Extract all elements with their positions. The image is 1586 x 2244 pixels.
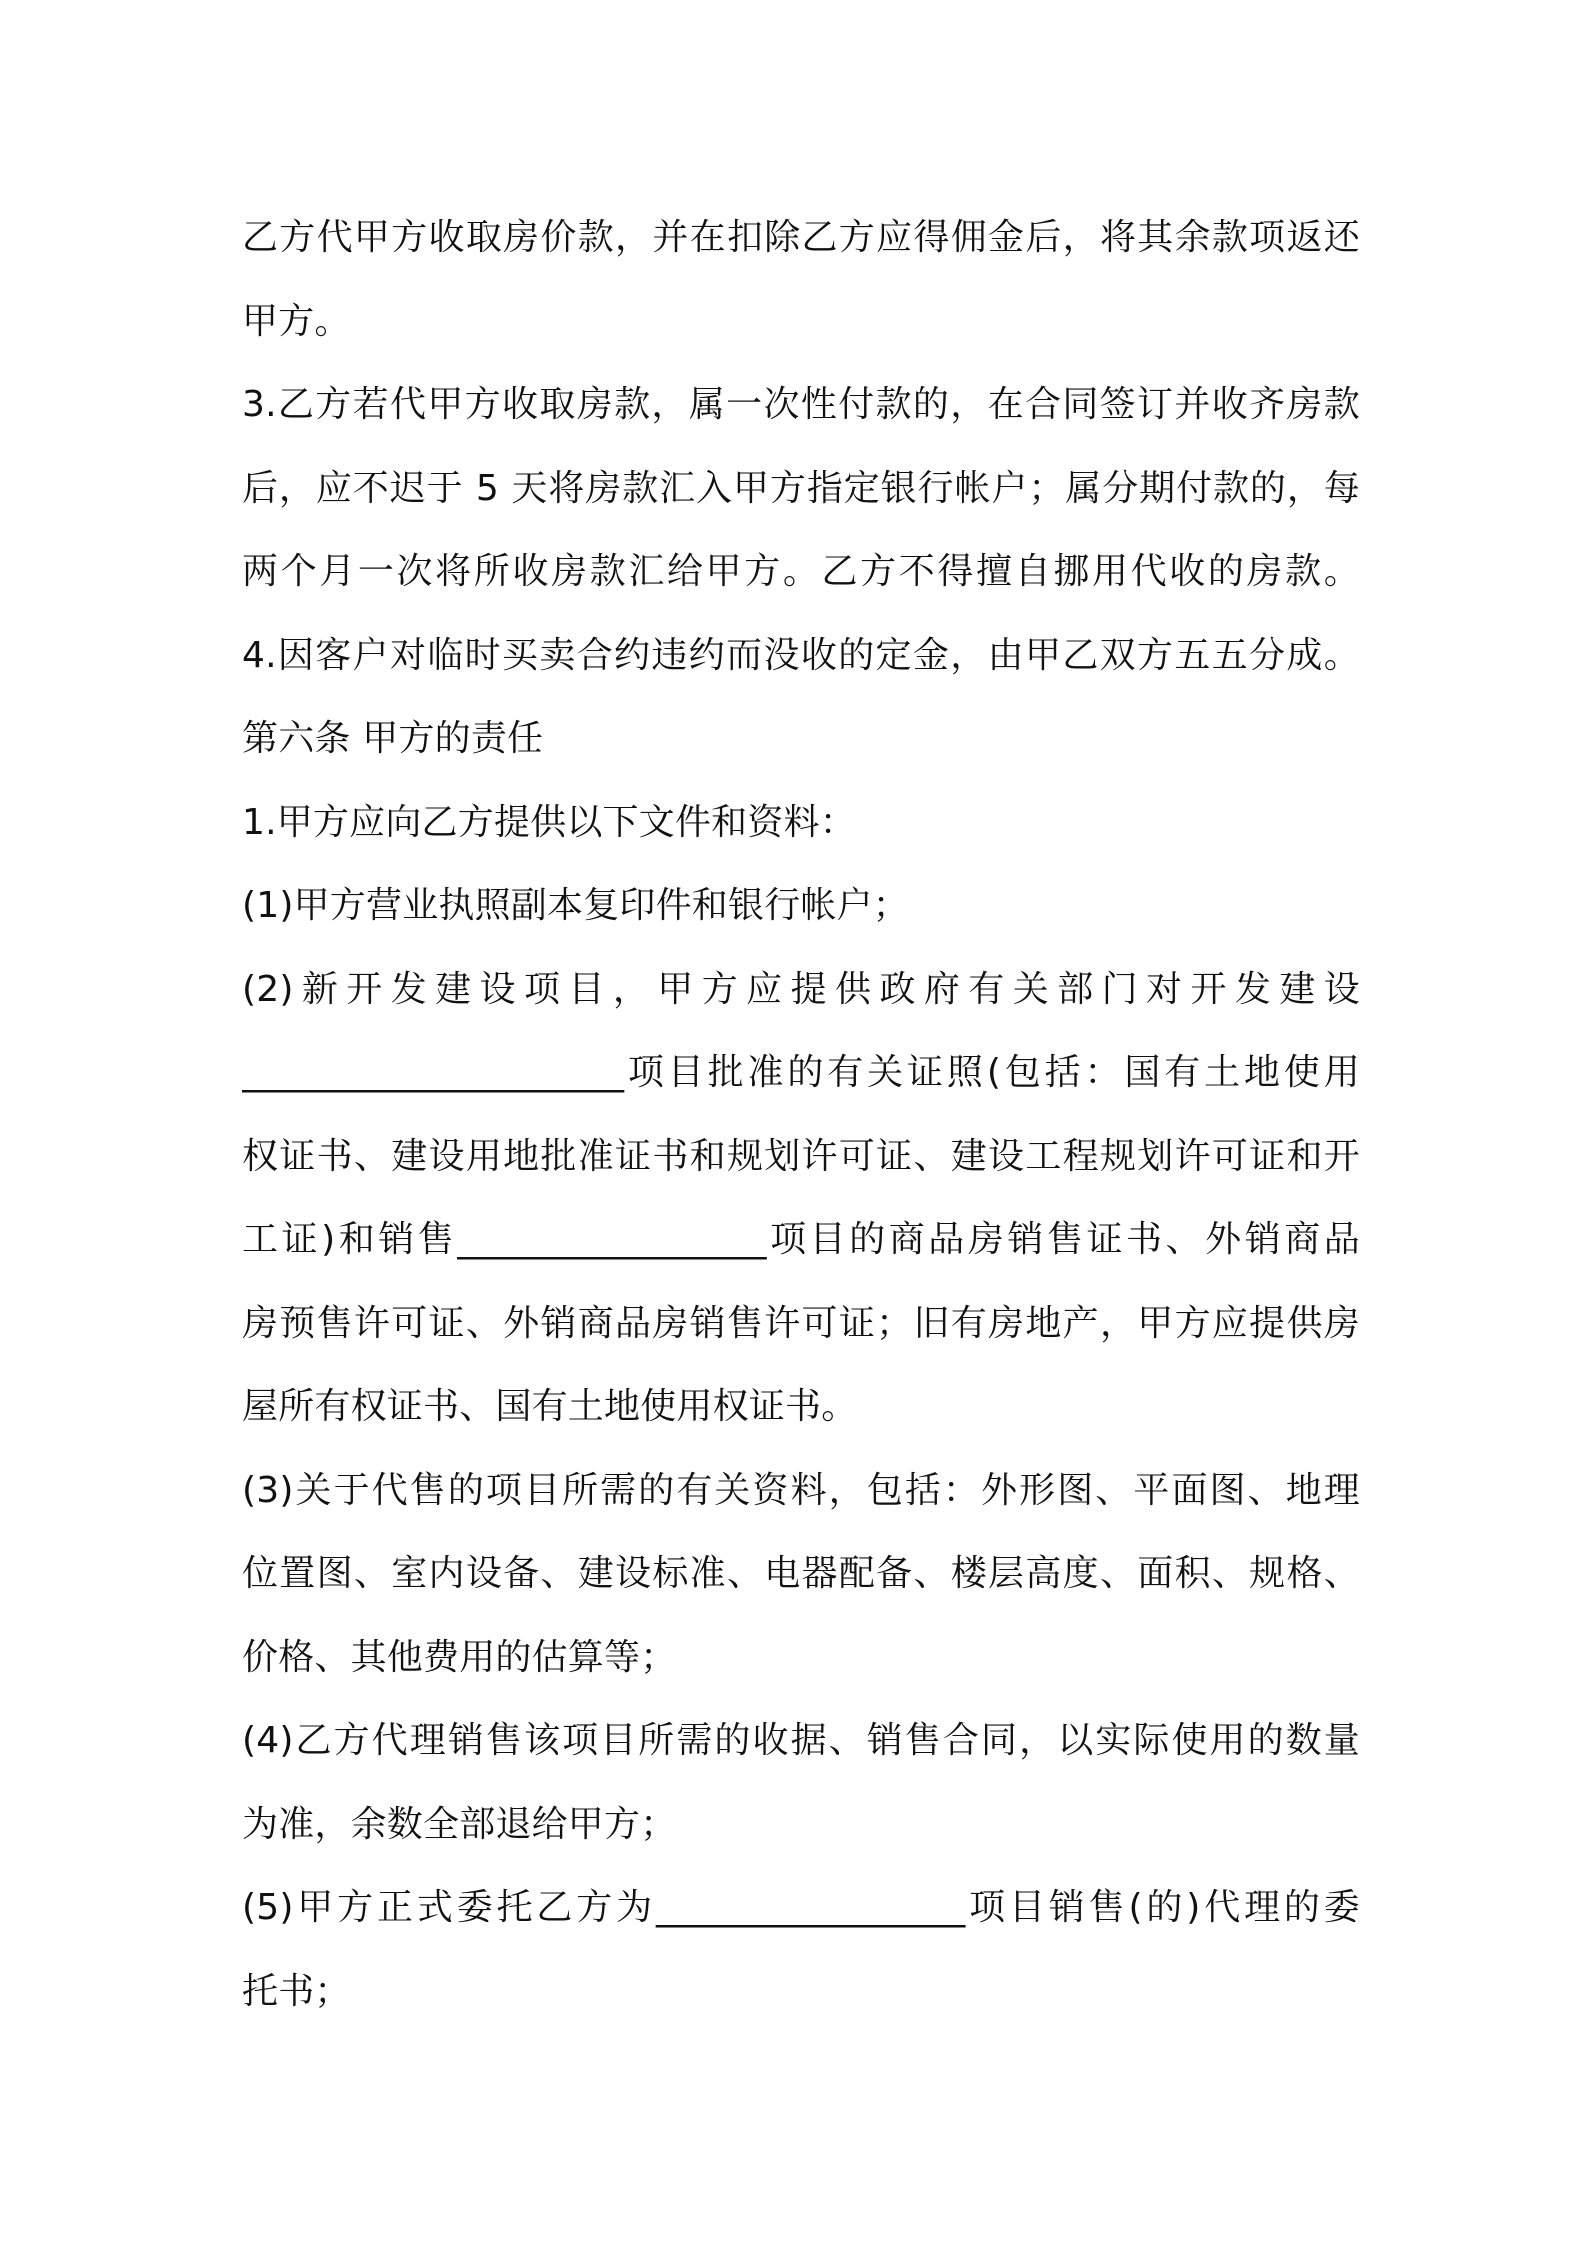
- text-line-6: 4.因客户对临时买卖合约违约而没收的定金，由甲乙双方五五分成。: [242, 634, 1360, 676]
- text-line-12: 权证书、建设用地批准证书和规划许可证、建设工程规划许可证和开: [242, 1135, 1360, 1177]
- text-line-13: 工证)和销售_________________项目的商品房销售证书、外销商品: [242, 1219, 1360, 1260]
- text-line-20: 为准，余数全部退给甲方；: [242, 1803, 677, 1845]
- text-line-22: 托书；: [242, 1970, 351, 2012]
- text-line-10: (2)新开发建设项目，甲方应提供政府有关部门对开发建设: [242, 968, 1360, 1010]
- text-line-17: 位置图、室内设备、建设标准、电器配备、楼层高度、面积、规格、: [242, 1553, 1360, 1594]
- text-line-15: 屋所有权证书、国有土地使用权证书。: [242, 1386, 858, 1427]
- text-line-11: _____________________项目批准的有关证照(包括：国有土地使用: [242, 1052, 1360, 1093]
- text-line-1: 乙方代甲方收取房价款，并在扣除乙方应得佣金后，将其余款项返还: [242, 217, 1360, 258]
- text-line-14: 房预售许可证、外销商品房销售许可证；旧有房地产，甲方应提供房: [242, 1302, 1360, 1344]
- text-line-4: 后，应不迟于 5 天将房款汇入甲方指定银行帐户；属分期付款的，每: [242, 467, 1360, 509]
- section-heading: 第六条 甲方的责任: [242, 718, 544, 759]
- text-line-21: (5)甲方正式委托乙方为_________________项目销售(的)代理的委: [242, 1887, 1360, 1928]
- text-line-5: 两个月一次将所收房款汇给甲方。乙方不得擅自挪用代收的房款。: [242, 551, 1360, 592]
- text-line-9: (1)甲方营业执照副本复印件和银行帐户；: [242, 885, 909, 926]
- text-line-3: 3.乙方若代甲方收取房款，属一次性付款的，在合同签订并收齐房款: [242, 384, 1360, 425]
- text-line-19: (4)乙方代理销售该项目所需的收据、销售合同，以实际使用的数量: [242, 1720, 1360, 1761]
- text-line-16: (3)关于代售的项目所需的有关资料，包括：外形图、平面图、地理: [242, 1469, 1360, 1511]
- text-line-2: 甲方。: [242, 300, 351, 342]
- contract-text-block: [242, 196, 1360, 2033]
- text-line-18: 价格、其他费用的估算等；: [242, 1636, 677, 1678]
- text-line-8: 1.甲方应向乙方提供以下文件和资料：: [242, 801, 856, 843]
